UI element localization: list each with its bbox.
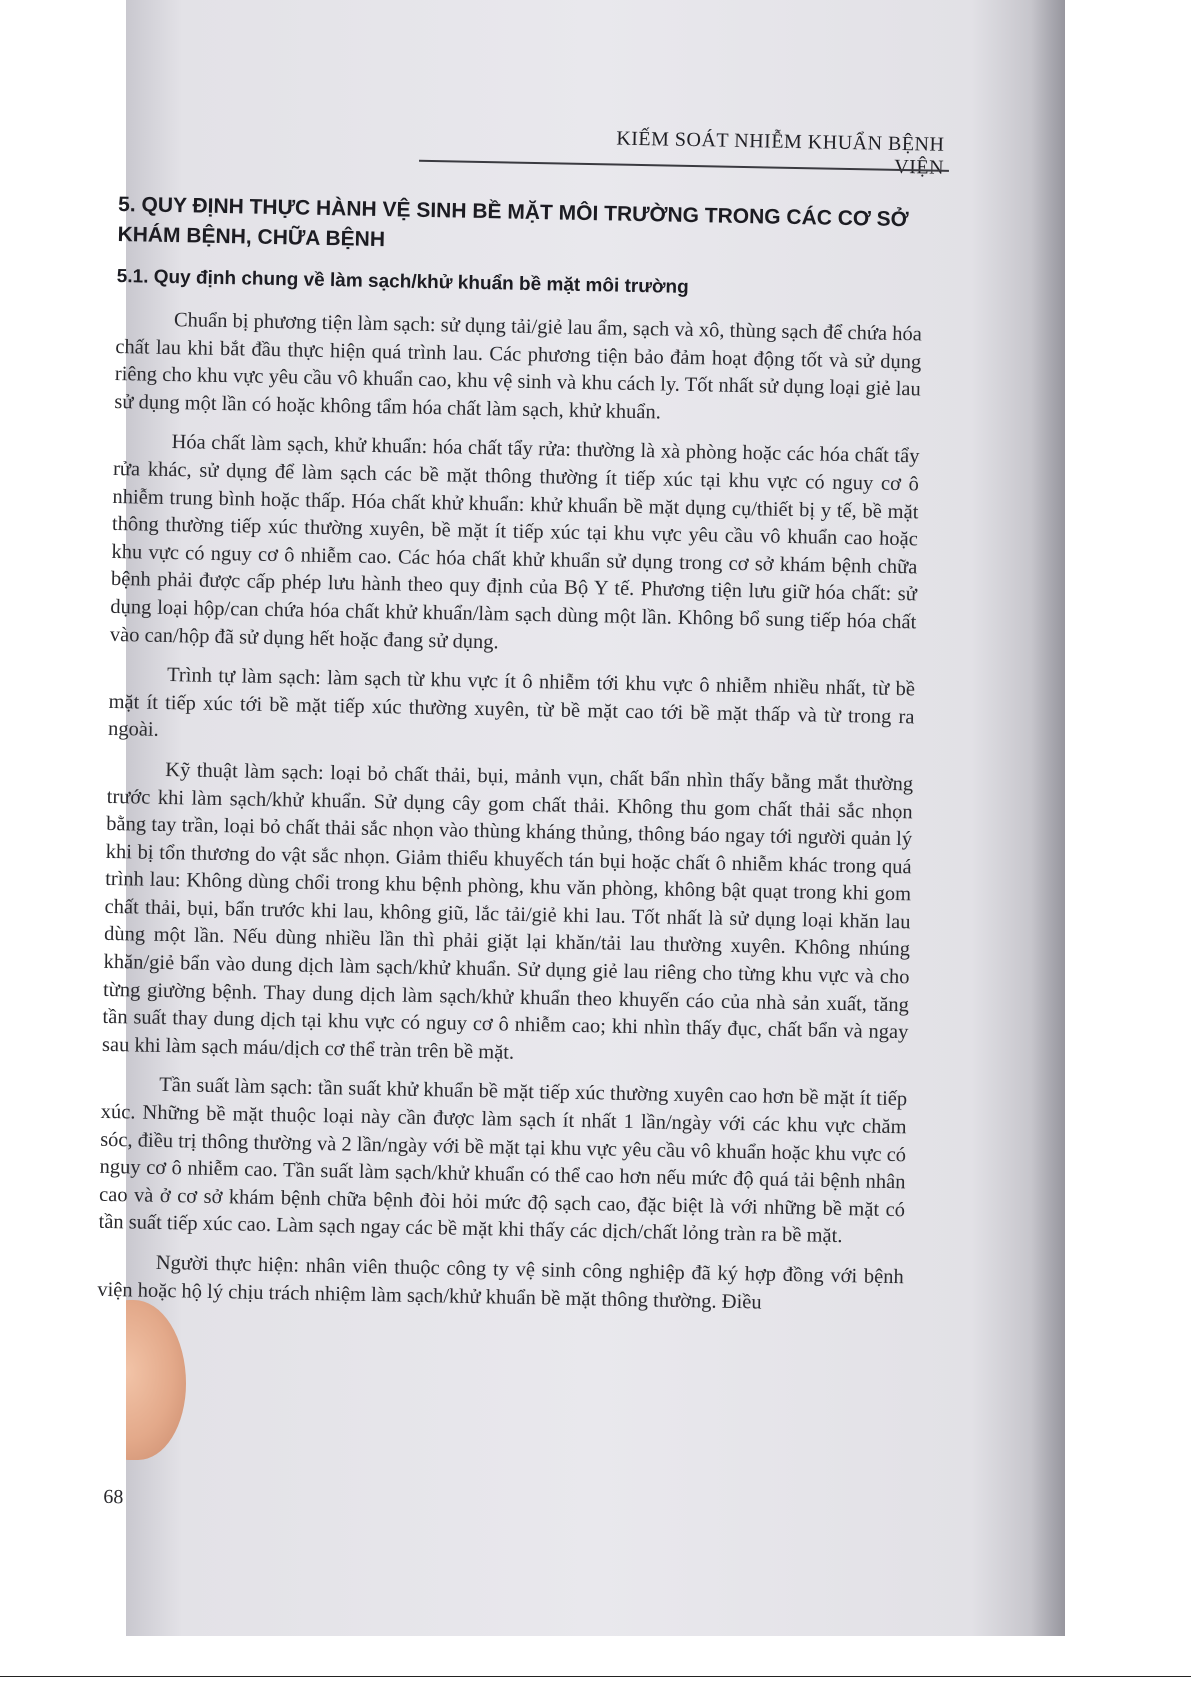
subsection-title: 5.1. Quy định chung về làm sạch/khử khuẩn bề mặt môi trường bbox=[116, 265, 689, 298]
paragraph: Trình tự làm sạch: làm sạch từ khu vực ít ô nhiễm tới khu vực ô nhiễm nhiều nhất, từ bề mặt ít tiếp xúc tới bề mặt tiếp xúc thường xuyên, từ bề mặt cao tới bề mặt thấp và từ trong ra ngoài. bbox=[107, 664, 916, 742]
finger-shadow bbox=[126, 1300, 186, 1460]
running-header: KIẾM SOÁT NHIỄM KHUẨN BỆNH VIỆN bbox=[616, 127, 945, 179]
paragraph: Kỹ thuật làm sạch: loại bỏ chất thải, bụi, mảnh vụn, chất bẩn nhìn thấy bằng mắt thường trước khi làm sạch/khử khuẩn. Sử dụng cây gom chất thải. Không thu gom chất thải sắc nhọn bằng tay trần, loại bỏ chất thải sắc nhọn vào thùng kháng thủng, thông báo ngay tới người quản lý khi bị tổn thương do vật sắc nhọn. Giảm thiểu khuyếch tán bụi hoặc chất ô nhiễm khác trong quá trình lau: Không dùng chổi trong khu bệnh phòng, khu văn phòng, không bật quạt trong khi gom chất thải, bụi, bẩn trước khi lau, không giũ, lắc tải/giẻ khi lau. Tốt nhất là sử dụng loại khăn lau dùng một lần. Nếu dùng nhiều lần thì phải giặt lại khăn/tải lau thường xuyên. Không nhúng khăn/giẻ bẩn vào dung dịch làm sạch/khử khuẩn. Sử dụng giẻ lau riêng cho từng khu vực và cho từng giường bệnh. Thay dung dịch làm sạch/khử khuẩn theo khuyến cáo của nhà sản xuất, tăng tần suất thay dung dịch tại khu vực có nguy cơ ô nhiễm cao; khi nhìn thấy đục, chất bẩn và ngay sau khi làm sạch máu/dịch cơ thể tràn trên bề mặt. bbox=[101, 758, 914, 1064]
paragraph: Chuẩn bị phương tiện làm sạch: sử dụng tải/giẻ lau ẩm, sạch và xô, thùng sạch để chứa hóa chất lau khi bắt đầu thực hiện quá trình lau. Các phương tiện bảo đảm hoạt động tốt và sử dụng riêng cho khu vực yêu cầu vô khuẩn cao, khu vệ sinh và khu cách ly. Tốt nhất sử dụng loại giẻ lau sử dụng một lần có hoặc không tẩm hóa chất làm sạch, khử khuẩn. bbox=[114, 309, 923, 424]
paragraph: Hóa chất làm sạch, khử khuẩn: hóa chất tẩy rửa: thường là xà phòng hoặc các hóa chất tẩy rửa khác, sử dụng để làm sạch các bề mặt thông thường ít tiếp xúc tại khu vực có nguy cơ ô nhiễm trung bình hoặc thấp. Hóa chất khử khuẩn: khử khuẩn bề mặt dụng cụ/thiết bị y tế, bề mặt thông thường tiếp xúc thường xuyên, bề mặt ít tiếp xúc tại khu vực yêu cầu vô khuẩn cao hoặc khu vực có nguy cơ ô nhiễm cao. Các hóa chất khử khuẩn sử dụng trong cơ sở khám bệnh chữa bệnh phải được cấp phép lưu hành theo quy định của Bộ Y tế. Phương tiện lưu giữ hóa chất: sử dụng loại hộp/can chứa hóa chất khử khuẩn/làm sạch dùng một lần. Không bổ sung tiếp hóa chất vào can/hộp đã sử dụng hết hoặc đang sử dụng. bbox=[109, 431, 920, 653]
paragraph: Tần suất làm sạch: tần suất khử khuẩn bề mặt tiếp xúc thường xuyên cao hơn bề mặt ít tiếp xúc. Những bề mặt thuộc loại này cần được làm sạch ít nhất 1 lần/ngày với các khu vực chăm sóc, điều trị thông thường và 2 lần/ngày với bề mặt tại khu vực yêu cầu vô khuẩn hoặc khu vực có nguy cơ ô nhiễm cao. Tần suất làm sạch/khử khuẩn có thể cao hơn nếu mức độ quá tải bệnh nhân cao và ở cơ sở khám bệnh chữa bệnh đòi hỏi mức độ sạch cao, đặc biệt là với những bề mặt có tần suất tiếp xúc cao. Làm sạch ngay các bề mặt khi thấy các dịch/chất lỏng tràn ra bề mặt. bbox=[98, 1074, 908, 1248]
paragraph: Người thực hiện: nhân viên thuộc công ty vệ sinh công nghiệp đã ký hợp đồng với bệnh viện hoặc hộ lý chịu trách nhiệm làm sạch/khử khuẩn bề mặt thông thường. Điều bbox=[97, 1251, 904, 1314]
body-text bbox=[97, 306, 922, 1331]
bottom-rule bbox=[0, 1676, 1191, 1677]
section-title: 5. QUY ĐỊNH THỰC HÀNH VỆ SINH BỀ MẶT MÔI TRƯỜNG TRONG CÁC CƠ SỞ KHÁM BỆNH, CHỮA BỆNH bbox=[117, 192, 909, 252]
page-number: 68 bbox=[103, 1485, 124, 1509]
